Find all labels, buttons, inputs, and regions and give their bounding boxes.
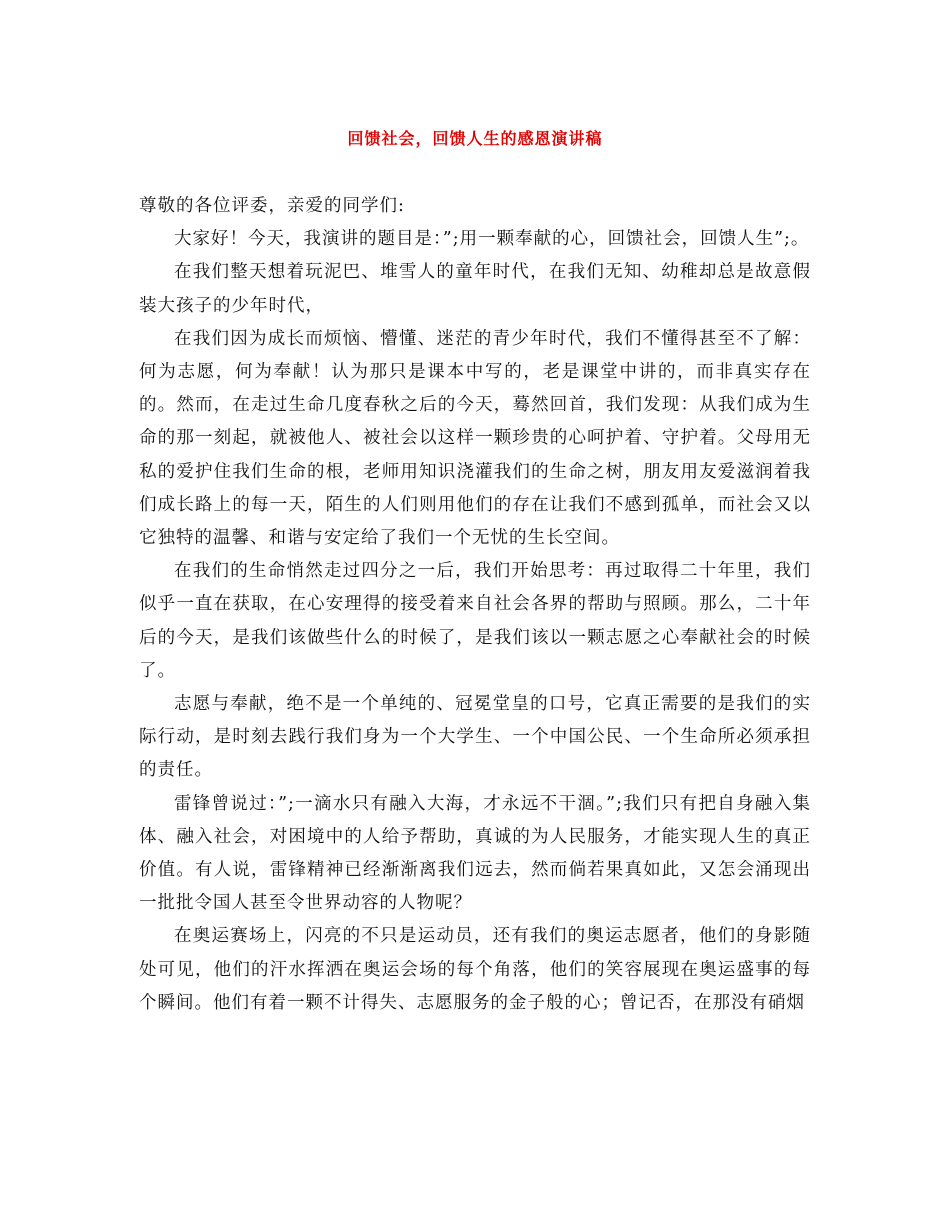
paragraph-lei-feng: 雷锋曾说过：”;一滴水只有融入大海，才永远不干涸。”;我们只有把自身融入集体、融入社会，对困境中的人给予帮助，真诚的为人民服务，才能实现人生的真正价值。有人说，雷锋精神已经渐渐离我们远去，然而倘若果真如此，又怎会涌现出一批批令国人甚至令世界动容的人物呢？	[139, 793, 811, 914]
paragraph-olympics: 在奥运赛场上，闪亮的不只是运动员，还有我们的奥运志愿者，他们的身影随处可见，他们的汗水挥洒在奥运会场的每个角落，他们的笑容展现在奥运盛事的每个瞬间。他们有着一颗不计得失、志愿服务的金子般的心；曾记否，在那没有硝烟	[139, 926, 811, 1013]
paragraph-youth: 在我们因为成长而烦恼、懵懂、迷茫的青少年时代，我们不懂得甚至不了解：何为志愿，何为奉献！认为那只是课本中写的，老是课堂中讲的，而非真实存在的。然而，在走过生命几度春秋之后的今天，蓦然回首，我们发现：从我们成为生命的那一刻起，就被他人、被社会以这样一颗珍贵的心呵护着、守护着。父母用无私的爱护住我们生命的根，老师用知识浇灌我们的生命之树，朋友用友爱滋润着我们成长路上的每一天，陌生的人们则用他们的存在让我们不感到孤单，而社会又以它独特的温馨、和谐与安定给了我们一个无忧的生长空间。	[139, 328, 811, 549]
paragraph-greeting: 大家好！今天，我演讲的题目是：”;用一颗奉献的心，回馈社会，回馈人生”;。	[174, 229, 810, 250]
paragraph-volunteering: 志愿与奉献，绝不是一个单纯的、冠冕堂皇的口号，它真正需要的是我们的实际行动，是时刻去践行我们身为一个大学生、一个中国公民、一个生命所必须承担的责任。	[139, 694, 811, 781]
document-body	[139, 190, 811, 1020]
salutation: 尊敬的各位评委，亲爱的同学们:	[139, 196, 405, 216]
document-title: 回馈社会，回馈人生的感恩演讲稿	[347, 129, 603, 148]
paragraph-childhood: 在我们整天想着玩泥巴、堆雪人的童年时代，在我们无知、幼稚却总是故意假装大孩子的少年时代，	[139, 262, 811, 316]
paragraph-reflection: 在我们的生命悄然走过四分之一后，我们开始思考：再过取得二十年里，我们似乎一直在获取，在心安理得的接受着来自社会各界的帮助与照顾。那么，二十年后的今天，是我们该做些什么的时候了，是我们该以一颗志愿之心奉献社会的时候了。	[139, 561, 811, 681]
